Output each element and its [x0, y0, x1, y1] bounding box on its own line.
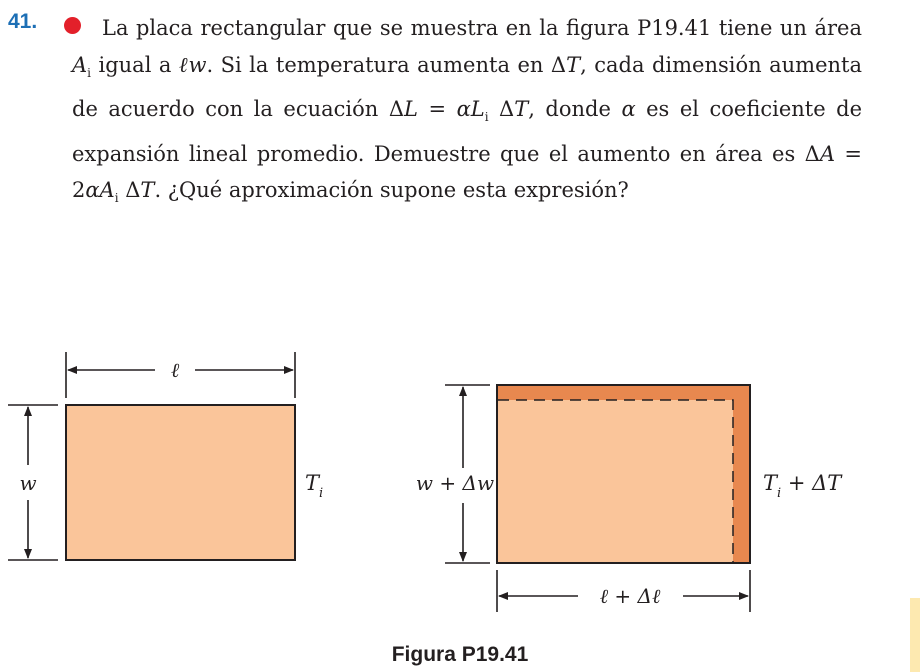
expanded-width-dimension: [497, 570, 750, 612]
problem-number: 41.: [8, 10, 38, 33]
initial-plate-rect: [66, 405, 295, 560]
initial-height-label: w: [19, 471, 37, 495]
expanded-width-label: ℓ + Δℓ: [599, 584, 661, 608]
original-area-rect: [498, 400, 733, 562]
expanded-height-dimension: [416, 385, 494, 563]
expanded-plate: [497, 385, 750, 563]
figure-caption: Figura P19.41: [391, 643, 529, 666]
expanded-height-label: w + Δw: [415, 471, 495, 495]
initial-width-dimension: [66, 352, 295, 398]
initial-temperature-label: $T_i$: [305, 471, 324, 501]
initial-height-dimension: [8, 405, 58, 560]
initial-width-label: ℓ: [170, 358, 180, 382]
initial-plate: [66, 405, 295, 560]
final-temperature-label: $T_i + \Delta T$: [763, 471, 842, 501]
problem-statement: La placa rectangular que se muestra en la figura P19.41 tiene un área $A_i$ igual a ℓw. Si la temperatura aumenta en ΔT, cada dimensión aumenta de acuerdo con la ecuación $\Delta L = \alpha L_i$ ΔT, donde α es el coeficiente de expansión lineal promedio. Demuestre que el aumento en área es $\Delta A = 2\alpha A_i$ ΔT. ¿Qué aproximación supone esta expresión?: [72, 16, 863, 206]
page-edge-highlight: [910, 598, 920, 672]
